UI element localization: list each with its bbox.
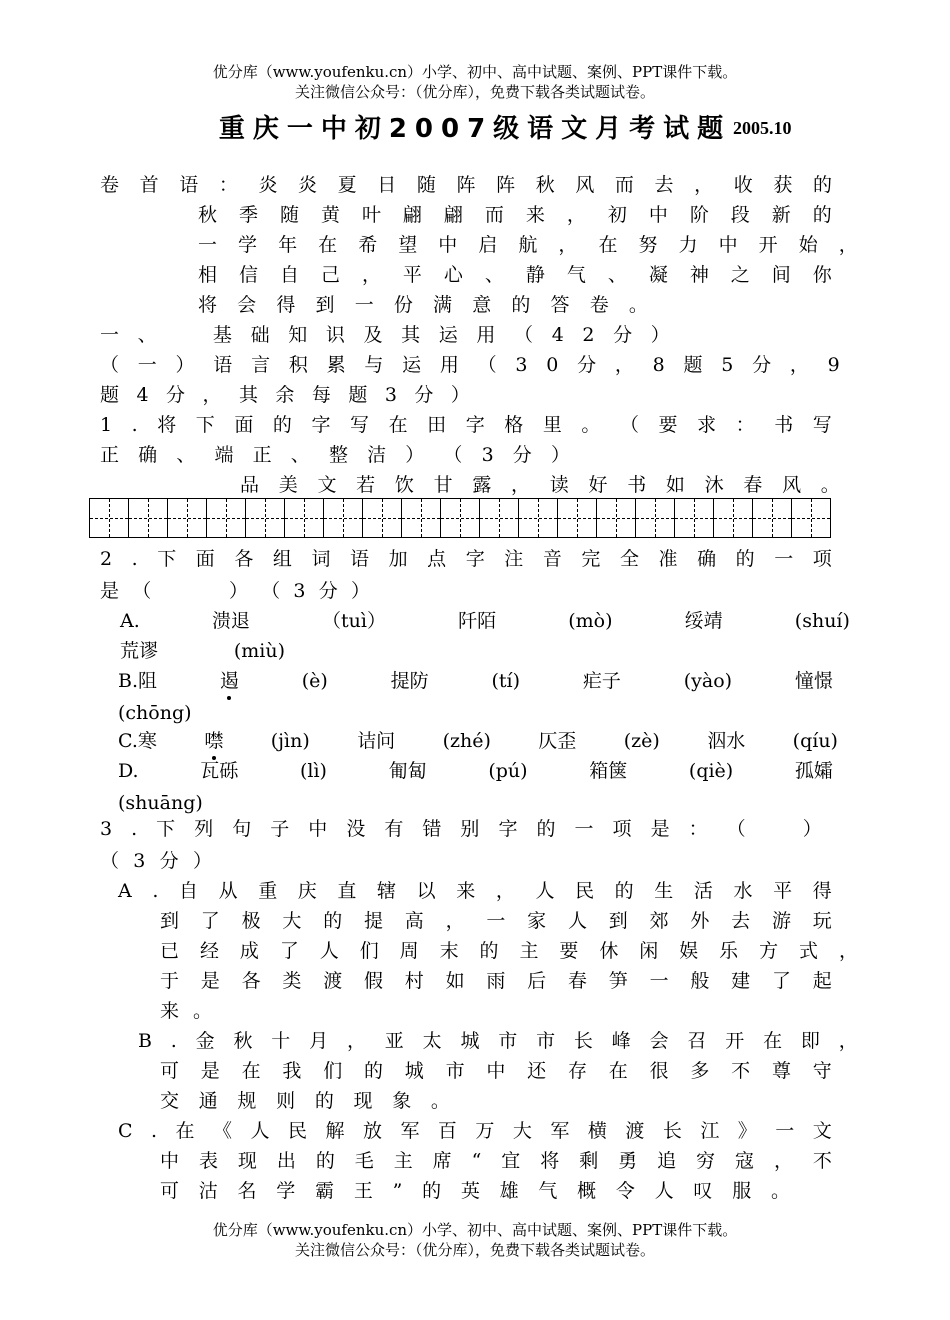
q3-option-b-2: 可 是 在 我 们 的 城 市 中 还 存 在 很 多 不 尊 守 — [160, 1060, 832, 1082]
preface-line-1: 卷 首 语 ： 炎 炎 夏 日 随 阵 阵 秋 风 而 去 ， 收 获 的 — [100, 174, 832, 196]
q2-option-c: C.寒 噤 (jìn) 诘问 (zhé) 仄歪 (zè) 泅水 (qíu) — [118, 730, 838, 752]
subsection-heading-a: （ 一 ） 语 言 积 累 与 运 用 （ 3 0 分 ， 8 题 5 分 ， 9 — [100, 354, 840, 376]
q2-option-a-cont: 荒谬 (miù) — [120, 640, 285, 662]
q2-option-d: D. 瓦砾 (lì) 匍匐 (pú) 箱箧 (qiè) 孤孀 — [118, 760, 833, 782]
q2-option-d-cont: (shuāng) — [118, 792, 203, 814]
preface-line-4: 相 信 自 己 ， 平 心 、 静 气 、 凝 神 之 间 你 — [198, 264, 832, 286]
q3-option-a-1: A . 自 从 重 庆 直 辖 以 来 ， 人 民 的 生 活 水 平 得 — [118, 880, 832, 902]
exam-date: 2005.10 — [733, 118, 792, 138]
q2-option-b: B.阻 遏 (è) 提防 (tí) 疟子 (yào) 憧憬 — [118, 670, 833, 692]
q3-option-a-5: 来 。 — [160, 1000, 212, 1022]
section-heading: 一 、 基 础 知 识 及 其 运 用 （ 4 2 分 ） — [100, 324, 670, 346]
q3-option-c-3: 可 沽 名 学 霸 王 ” 的 英 雄 气 概 令 人 叹 服 。 — [160, 1180, 790, 1202]
q1-line-b: 正 确 、 端 正 、 整 洁 ） （ 3 分 ） — [100, 444, 570, 466]
q1-text: 品 美 文 若 饮 甘 露 ， 读 好 书 如 沐 春 风 。 — [240, 474, 840, 496]
q3-option-b-1: B . 金 秋 十 月 ， 亚 太 城 市 市 长 峰 会 召 开 在 即 ， — [138, 1030, 858, 1052]
q3-option-a-2: 到 了 极 大 的 提 高 ， 一 家 人 到 郊 外 去 游 玩 — [160, 910, 832, 932]
preface-line-5: 将 会 得 到 一 份 满 意 的 答 卷 。 — [198, 294, 648, 316]
footer-line-1: 优分库（www.youfenku.cn）小学、初中、高中试题、案例、PPT课件下载。 — [212, 1221, 738, 1239]
q3-option-c-1: C . 在 《 人 民 解 放 军 百 万 大 军 横 渡 长 江 》 一 文 — [118, 1120, 832, 1142]
preface-line-3: 一 学 年 在 希 望 中 启 航 ， 在 努 力 中 开 始 ， — [198, 234, 858, 256]
footer-line-2: 关注微信公众号：（优分库），免费下载各类试题试卷。 — [294, 1241, 655, 1259]
q3-line-a: 3 . 下 列 句 子 中 没 有 错 别 字 的 一 项 是 ： （ ） — [100, 818, 822, 840]
q2-line-b: 是 （ ） （ 3 分 ） — [100, 580, 370, 602]
preface-line-2: 秋 季 随 黄 叶 翩 翩 而 来 ， 初 中 阶 段 新 的 — [198, 204, 832, 226]
q3-line-b: （ 3 分 ） — [100, 850, 212, 872]
q1-line-a: 1 . 将 下 面 的 字 写 在 田 字 格 里 。 （ 要 求 ： 书 写 — [100, 414, 832, 436]
q3-option-c-2: 中 表 现 出 的 毛 主 席 “ 宜 将 剩 勇 追 穷 寇 ， 不 — [160, 1150, 832, 1172]
q2-line-a: 2 . 下 面 各 组 词 语 加 点 字 注 音 完 全 准 确 的 一 项 — [100, 548, 832, 570]
q3-option-a-4: 于 是 各 类 渡 假 村 如 雨 后 春 笋 一 般 建 了 起 — [160, 970, 832, 992]
q2-option-b-cont: (chōng) — [118, 702, 192, 724]
page-title: 重庆一中初2007级语文月考试题 — [218, 114, 732, 144]
subsection-heading-b: 题 4 分 ， 其 余 每 题 3 分 ） — [100, 384, 470, 406]
header-line-2: 关注微信公众号：（优分库），免费下载各类试题试卷。 — [294, 83, 655, 101]
q3-option-a-3: 已 经 成 了 人 们 周 末 的 主 要 休 闲 娱 乐 方 式 ， — [160, 940, 858, 962]
header-line-1: 优分库（www.youfenku.cn）小学、初中、高中试题、案例、PPT课件下载。 — [212, 63, 738, 81]
tianzige-grid — [89, 498, 831, 538]
q3-option-b-3: 交 通 规 则 的 现 象 。 — [160, 1090, 450, 1112]
q2-option-a: A. 溃退 （tuì） 阡陌 (mò) 绥靖 (shuí) — [120, 610, 850, 632]
